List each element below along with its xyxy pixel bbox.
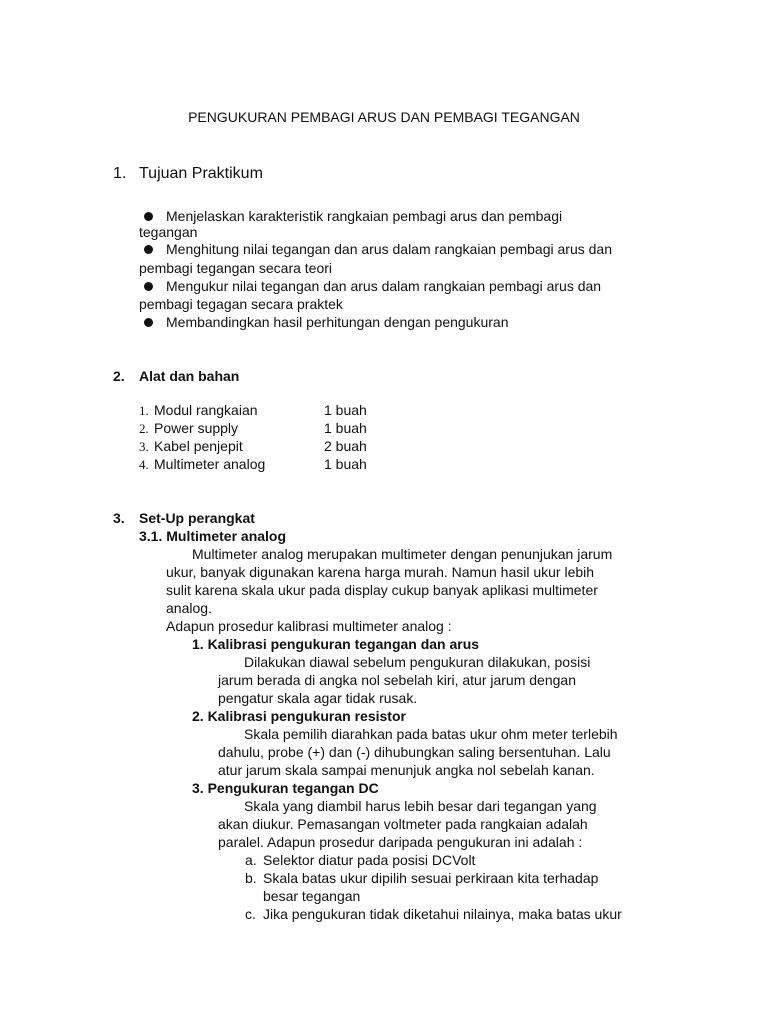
paragraph-line: Multimeter analog merupakan multimeter dengan penunjukan jarum bbox=[192, 546, 613, 562]
procedure-line: Skala yang diambil harus lebih besar dari tegangan yang bbox=[244, 798, 597, 814]
step-line: besar tegangan bbox=[263, 888, 361, 904]
objective-line: tegangan bbox=[139, 224, 198, 240]
step-label: b. bbox=[245, 870, 257, 886]
procedure-heading: 3. Pengukuran tegangan DC bbox=[192, 780, 379, 796]
section-3-heading: Set-Up perangkat bbox=[139, 510, 255, 526]
item-number: 1. bbox=[139, 403, 149, 418]
section-1-number: 1. bbox=[113, 165, 127, 182]
procedure-line: pengatur skala agar tidak rusak. bbox=[218, 690, 418, 706]
procedure-line: dahulu, probe (+) dan (-) dihubungkan saling bersentuhan. Lalu bbox=[218, 744, 611, 760]
item-qty: 1 buah bbox=[324, 420, 367, 436]
section-2-number: 2. bbox=[113, 368, 125, 384]
procedure-line: Dilakukan diawal sebelum pengukuran dilakukan, posisi bbox=[244, 654, 591, 670]
bullet-icon bbox=[144, 212, 153, 221]
section-1-heading: Tujuan Praktikum bbox=[139, 165, 263, 182]
item-qty: 1 buah bbox=[324, 402, 367, 418]
paragraph-line: ukur, banyak digunakan karena harga murah. Namun hasil ukur lebih bbox=[166, 564, 595, 580]
paragraph-line: Adapun prosedur kalibrasi multimeter analog : bbox=[166, 618, 452, 634]
step-label: a. bbox=[245, 852, 257, 868]
objective-line: Menghitung nilai tegangan dan arus dalam rangkaian pembagi arus dan bbox=[166, 241, 612, 257]
procedure-line: Skala pemilih diarahkan pada batas ukur ohm meter terlebih bbox=[244, 726, 618, 742]
subsection-heading: 3.1. Multimeter analog bbox=[139, 528, 287, 544]
procedure-heading: 2. Kalibrasi pengukuran resistor bbox=[192, 708, 406, 724]
step-line: Jika pengukuran tidak diketahui nilainya, maka batas ukur bbox=[263, 906, 622, 922]
objective-line: Menjelaskan karakteristik rangkaian pembagi arus dan pembagi bbox=[166, 208, 563, 224]
step-line: Selektor diatur pada posisi DCVolt bbox=[263, 852, 476, 868]
item-qty: 2 buah bbox=[324, 438, 367, 454]
objective-line: Membandingkan hasil perhitungan dengan pengukuran bbox=[166, 314, 509, 330]
objective-line: Mengukur nilai tegangan dan arus dalam rangkaian pembagi arus dan bbox=[166, 278, 602, 294]
item-name: Kabel penjepit bbox=[154, 438, 243, 454]
page-title: PENGUKURAN PEMBAGI ARUS DAN PEMBAGI TEGANGAN bbox=[188, 109, 580, 125]
procedure-line: jarum berada di angka nol sebelah kiri, atur jarum dengan bbox=[218, 672, 576, 688]
item-number: 2. bbox=[139, 421, 149, 436]
paragraph-line: analog. bbox=[166, 600, 212, 616]
item-name: Power supply bbox=[154, 420, 239, 436]
procedure-heading: 1. Kalibrasi pengukuran tegangan dan arus bbox=[192, 636, 480, 652]
procedure-line: atur jarum skala sampai menunjuk angka nol sebelah kanan. bbox=[218, 762, 595, 778]
bullet-icon bbox=[144, 318, 153, 327]
item-name: Modul rangkaian bbox=[154, 402, 258, 418]
item-number: 3. bbox=[139, 439, 149, 454]
procedure-line: akan diukur. Pemasangan voltmeter pada rangkaian adalah bbox=[218, 816, 588, 832]
paragraph-line: sulit karena skala ukur pada display cukup banyak aplikasi multimeter bbox=[166, 582, 598, 598]
procedure-line: paralel. Adapun prosedur daripada pengukuran ini adalah : bbox=[218, 834, 583, 850]
section-2-heading: Alat dan bahan bbox=[139, 368, 240, 384]
step-line: Skala batas ukur dipilih sesuai perkiraan kita terhadap bbox=[263, 870, 599, 886]
step-label: c. bbox=[245, 906, 256, 922]
objective-line: pembagi tegagan secara praktek bbox=[139, 296, 343, 312]
item-qty: 1 buah bbox=[324, 456, 367, 472]
item-number: 4. bbox=[139, 457, 149, 472]
objective-line: pembagi tegangan secara teori bbox=[139, 260, 333, 276]
bullet-icon bbox=[144, 282, 153, 291]
item-name: Multimeter analog bbox=[154, 456, 266, 472]
section-3-number: 3. bbox=[113, 510, 125, 526]
bullet-icon bbox=[144, 245, 153, 254]
